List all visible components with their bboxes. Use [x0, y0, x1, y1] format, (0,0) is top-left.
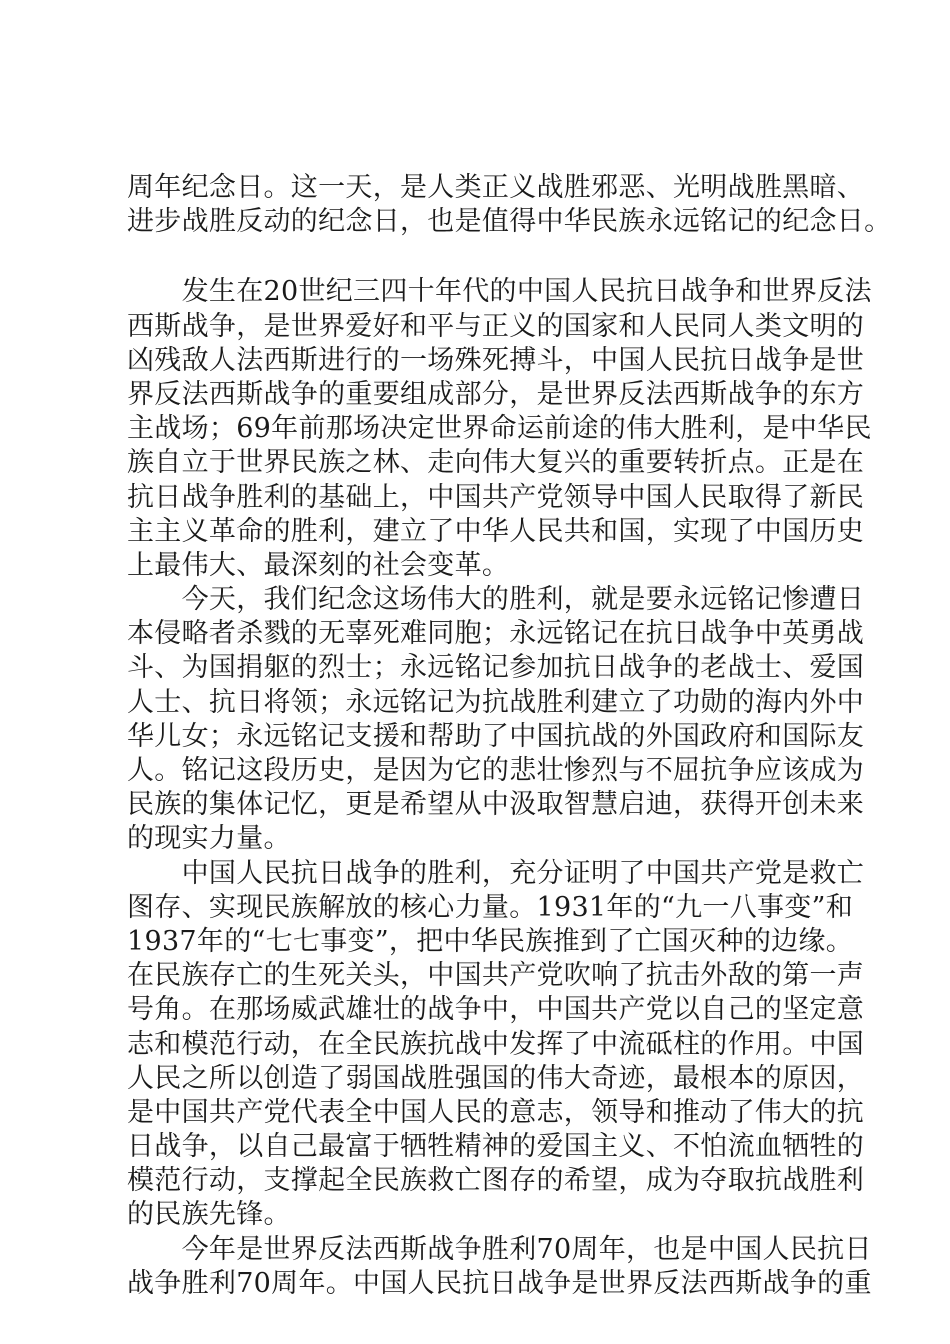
text-line: 民族的集体记忆，更是希望从中汲取智慧启迪，获得开创未来: [127, 789, 865, 821]
paragraph-gap: [127, 239, 847, 275]
text-line: 的民族先锋。: [127, 1199, 291, 1231]
text-line: 号角。在那场威武雄壮的战争中，中国共产党以自己的坚定意: [127, 994, 865, 1026]
text-line: 今天，我们纪念这场伟大的胜利，就是要永远铭记惨遭日: [127, 584, 865, 616]
text-line: 西斯战争，是世界爱好和平与正义的国家和人民同人类文明的: [127, 310, 865, 342]
text-line: 模范行动，支撑起全民族救亡图存的希望，成为夺取抗战胜利: [127, 1165, 865, 1197]
text-line: 的现实力量。: [127, 823, 291, 855]
text-line: 华儿女；永远铭记支援和帮助了中国抗战的外国政府和国际友: [127, 720, 865, 752]
text-line: 界反法西斯战争的重要组成部分，是世界反法西斯战争的东方: [127, 378, 865, 410]
text-line: 本侵略者杀戮的无辜死难同胞；永远铭记在抗日战争中英勇战: [127, 618, 865, 650]
text-line: 斗、为国捐躯的烈士；永远铭记参加抗日战争的老战士、爱国: [127, 652, 865, 684]
text-line: 志和模范行动，在全民族抗战中发挥了中流砥柱的作用。中国: [127, 1028, 865, 1060]
text-line: 周年纪念日。这一天，是人类正义战胜邪恶、光明战胜黑暗、: [127, 172, 865, 203]
text-line: 进步战胜反动的纪念日，也是值得中华民族永远铭记的纪念日。: [127, 206, 892, 238]
text-line: 人民之所以创造了弱国战胜强国的伟大奇迹，最根本的原因，: [127, 1062, 865, 1094]
text-line: 是中国共产党代表全中国人民的意志，领导和推动了伟大的抗: [127, 1096, 865, 1128]
text-line: 族自立于世界民族之林、走向伟大复兴的重要转折点。正是在: [127, 447, 865, 479]
text-line: 抗日战争胜利的基础上，中国共产党领导中国人民取得了新民: [127, 481, 865, 513]
text-line: 日战争，以自己最富于牺牲精神的爱国主义、不怕流血牺牲的: [127, 1131, 865, 1163]
text-line: 发生在20世纪三四十年代的中国人民抗日战争和世界反法: [127, 276, 872, 308]
text-line: 中国人民抗日战争的胜利，充分证明了中国共产党是救亡: [127, 857, 865, 889]
text-line: 在民族存亡的生死关头，中国共产党吹响了抗击外敌的第一声: [127, 960, 865, 992]
text-line: 主战场；69年前那场决定世界命运前途的伟大胜利，是中华民: [127, 413, 872, 445]
text-line: 凶残敌人法西斯进行的一场殊死搏斗，中国人民抗日战争是世: [127, 344, 865, 376]
text-line: 人。铭记这段历史，是因为它的悲壮惨烈与不屈抗争应该成为: [127, 755, 865, 786]
text-line: 今年是世界反法西斯战争胜利70周年，也是中国人民抗日: [127, 1233, 872, 1265]
text-line: 上最伟大、最深刻的社会变革。: [127, 549, 510, 581]
text-line: 图存、实现民族解放的核心力量。1931年的“九一八事变”和: [127, 891, 854, 923]
text-line: 战争胜利70周年。中国人民抗日战争是世界反法西斯战争的重: [127, 1267, 872, 1299]
text-line: 人士、抗日将领；永远铭记为抗战胜利建立了功勋的海内外中: [127, 686, 865, 718]
text-line: 1937年的“七七事变”，把中华民族推到了亡国灭种的边缘。: [127, 925, 854, 957]
text-line: 主主义革命的胜利，建立了中华人民共和国，实现了中国历史: [127, 515, 865, 547]
document-body: [127, 171, 892, 1301]
